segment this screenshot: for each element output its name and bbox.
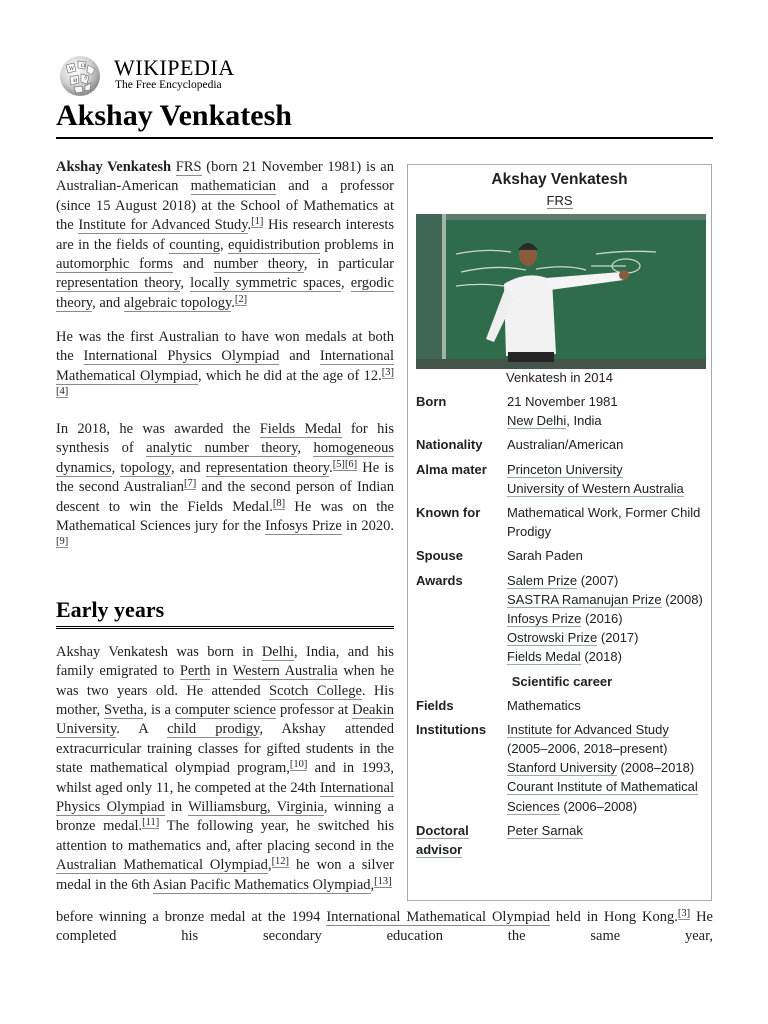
- ref-1[interactable]: [1]: [251, 216, 264, 228]
- topology-link[interactable]: topology: [120, 459, 171, 476]
- algebraic-topology-link[interactable]: algebraic topology: [123, 294, 232, 311]
- infosys-prize-link[interactable]: Infosys Prize: [507, 611, 582, 627]
- courant-link[interactable]: Courant Institute of Mathematical Sciences: [507, 779, 698, 814]
- intro-paragraph-1: Akshay Venkatesh FRS (born 21 November 1981) is an Australian-American mathematician and a professor (since 15 August 2018) at the School of Mathematics at the Institute for Advanced Study.[1] His research interests are in the fields of counting, equidistribution problems in automorphic forms and number theory, in particular representation theory, locally symmetric spaces, ergodic theory, and algebraic topology.[2]: [56, 159, 395, 311]
- svg-text:ウ: ウ: [83, 76, 89, 82]
- born-place: New Delhi, India: [507, 413, 602, 429]
- ref-10[interactable]: [10]: [289, 759, 308, 771]
- ref-5[interactable]: [5]: [332, 458, 345, 470]
- fields-label: Fields: [416, 697, 454, 713]
- institutions-value: Institute for Advanced Study (2005–2006, 2018–present) Stanford University (2008–2018) Courant Institute of Mathematical Sciences (2006–2008): [507, 721, 698, 814]
- nationality-label: Nationality: [416, 437, 483, 453]
- infobox-row-institutions: [416, 720, 708, 816]
- computer-science-link[interactable]: computer science: [174, 701, 277, 718]
- ref-2[interactable]: [2]: [234, 293, 248, 305]
- awards-value: Salem Prize (2007) SASTRA Ramanujan Prize (2008) Infosys Prize (2016) Ostrowski Prize (2017) Fields Medal (2018): [507, 572, 703, 665]
- sarnak-link[interactable]: Peter Sarnak: [507, 822, 583, 838]
- frs-link[interactable]: FRS: [546, 193, 573, 208]
- ref-6[interactable]: [6]: [344, 458, 358, 470]
- early-years-heading: Early years: [56, 596, 394, 629]
- number-theory-link[interactable]: number theory: [213, 256, 304, 273]
- svg-text:Ω: Ω: [81, 63, 86, 69]
- ias-text-link[interactable]: Institute for Advanced Study: [78, 217, 248, 234]
- frs-inline-link[interactable]: FRS: [175, 159, 202, 175]
- automorphic-forms-link[interactable]: automorphic forms: [56, 256, 173, 273]
- infobox-row-spouse: [416, 546, 708, 565]
- counting-link[interactable]: counting: [169, 236, 220, 253]
- ref-4[interactable]: [4]: [56, 385, 69, 397]
- ostrowski-prize-link[interactable]: Ostrowski Prize: [507, 630, 598, 646]
- known-value: Mathematical Work, Former Child Prodigy: [507, 505, 701, 540]
- ipo-link-2[interactable]: International Physics Olympiad: [56, 779, 394, 815]
- ergodic-theory-link[interactable]: ergodic theory: [56, 275, 394, 311]
- wikipedia-wordmark: WIKIPEDIA: [114, 55, 235, 80]
- infobox-row-born: [416, 392, 708, 430]
- locally-symmetric-spaces-link[interactable]: locally symmetric spaces: [190, 275, 341, 292]
- photo-caption: Venkatesh in 2014: [506, 370, 613, 385]
- born-date: 21 November 1981: [507, 394, 618, 409]
- alma-value: [507, 460, 708, 498]
- wikipedia-globe-icon: [56, 55, 104, 97]
- princeton-link[interactable]: Princeton University: [507, 461, 623, 477]
- representation-theory-link[interactable]: representation theory: [56, 275, 181, 292]
- uwa-link[interactable]: University of Western Australia: [507, 480, 684, 496]
- alma-label: Alma mater: [416, 461, 487, 477]
- spouse-label: Spouse: [416, 548, 463, 564]
- born-label: Born: [416, 394, 447, 409]
- ref-3b[interactable]: [3]: [677, 908, 691, 919]
- ref-9[interactable]: [9]: [56, 536, 69, 548]
- article-body: [56, 158, 394, 910]
- equidistribution-link[interactable]: equidistribution: [228, 236, 320, 253]
- early-years-continuation: before winning a bronze medal at the 1994 International Mathematical Olympiad held in Hong Kong.[3] He completed his secondary education the same year,: [56, 908, 713, 945]
- williamsburg-link[interactable]: Williamsburg, Virginia: [188, 798, 324, 815]
- western-australia-link[interactable]: Western Australia: [232, 663, 338, 680]
- new-delhi-link[interactable]: New Delhi: [507, 413, 567, 429]
- born-value: [507, 392, 708, 430]
- svg-text:W: W: [69, 66, 75, 72]
- analytic-number-theory-link[interactable]: analytic number theory: [146, 440, 298, 457]
- salem-prize-link[interactable]: Salem Prize: [507, 572, 578, 588]
- svg-text:И: И: [73, 78, 78, 84]
- ref-7[interactable]: [7]: [183, 478, 197, 490]
- early-years-paragraph: Akshay Venkatesh was born in Delhi, India, and his family emigrated to Perth in Western Australia when he was two years old. He attended Scotch College. His mother, Svetha, is a computer science professor at Deakin University. A child prodigy, Akshay attended extracurricular training classes for gifted students in the state mathematical olympiad program,[10] and in 1993, whilst aged only 11, he competed at the 24th International Physics Olympiad in Williamsburg, Virginia, winning a bronze medal.[11] The following year, he switched his attention to mathematics and, after placing second in the Australian Mathematical Olympiad,[12] he won a silver medal in the 6th Asian Pacific Mathematics Olympiad,[13]: [56, 643, 395, 893]
- spouse-value: Sarah Paden: [507, 548, 583, 564]
- ias-link[interactable]: Institute for Advanced Study: [507, 721, 669, 737]
- fields-value: Mathematics: [507, 697, 581, 713]
- intro-paragraph-3: In 2018, he was awarded the Fields Medal for his synthesis of analytic number theory, homogeneous dynamics, topology, and representation theory.[5][6] He is the second Australian[7] and the second person of Indian descent to win the Fields Medal.[8] He was on the Mathematical Sciences jury for the Infosys Prize in 2020.[9]: [56, 420, 395, 548]
- ref-13[interactable]: [13]: [374, 875, 392, 887]
- ref-12[interactable]: [12]: [271, 856, 290, 868]
- known-label: Known for: [416, 505, 481, 521]
- wikipedia-tagline: The Free Encyclopedia: [115, 79, 222, 91]
- imo-link[interactable]: International Mathematical Olympiad: [56, 348, 395, 384]
- delhi-link[interactable]: Delhi: [261, 643, 295, 660]
- infobox-rows: [416, 392, 708, 864]
- infobox-row-awards: [416, 571, 708, 667]
- infobox-frs: [408, 193, 711, 208]
- intro-paragraph-2: He was the first Australian to have won medals at both the International Physics Olympiad and International Mathematical Olympiad, which he did at the age of 12.[3][4]: [56, 328, 395, 397]
- amo-link[interactable]: Australian Mathematical Olympiad: [56, 857, 268, 874]
- deakin-university-link[interactable]: Deakin University: [56, 701, 395, 738]
- advisor-value: [507, 821, 708, 859]
- infosys-prize-text-link[interactable]: Infosys Prize: [265, 517, 342, 534]
- infobox-row-nationality: [416, 435, 708, 454]
- sastra-prize-link[interactable]: SASTRA Ramanujan Prize: [507, 591, 662, 607]
- perth-link[interactable]: Perth: [179, 663, 211, 680]
- stanford-link[interactable]: Stanford University: [507, 760, 617, 776]
- imo-link-2[interactable]: International Mathematical Olympiad: [326, 909, 550, 925]
- infobox-row-fields: [416, 696, 708, 715]
- ipo-link[interactable]: International Physics Olympiad: [83, 348, 280, 365]
- advisor-label[interactable]: Doctoral advisor: [416, 822, 469, 858]
- scotch-college-link[interactable]: Scotch College: [269, 682, 362, 699]
- infobox-row-alma: [416, 460, 708, 498]
- fields-medal-text-link[interactable]: Fields Medal: [259, 420, 342, 437]
- homogeneous-dynamics-link[interactable]: homogeneous dynamics: [56, 440, 395, 476]
- scientific-career-heading: Scientific career: [511, 673, 613, 689]
- institutions-label: Institutions: [416, 721, 487, 737]
- nationality-value: Australian/American: [507, 437, 624, 453]
- portrait-photo[interactable]: [416, 214, 706, 369]
- representation-theory-link-2[interactable]: representation theory: [205, 459, 330, 476]
- ref-3[interactable]: [3]: [381, 366, 394, 378]
- infobox-name: Akshay Venkatesh: [491, 171, 628, 188]
- wikipedia-logo[interactable]: [56, 53, 356, 99]
- infobox-row-known: [416, 503, 708, 541]
- apmo-link[interactable]: Asian Pacific Mathematics Olympiad: [152, 876, 371, 893]
- infobox-row-advisor: [416, 821, 708, 859]
- page-title: Akshay Venkatesh: [56, 99, 292, 132]
- ref-8[interactable]: [8]: [272, 497, 286, 509]
- awards-label: Awards: [416, 572, 463, 588]
- ref-11[interactable]: [11]: [142, 817, 160, 829]
- svetha-link[interactable]: Svetha: [104, 701, 144, 718]
- mathematician-link[interactable]: mathematician: [190, 178, 276, 195]
- title-divider: [56, 137, 713, 139]
- fields-medal-link[interactable]: Fields Medal: [507, 649, 581, 665]
- infobox: [407, 164, 712, 901]
- child-prodigy-link[interactable]: child prodigy: [167, 721, 260, 738]
